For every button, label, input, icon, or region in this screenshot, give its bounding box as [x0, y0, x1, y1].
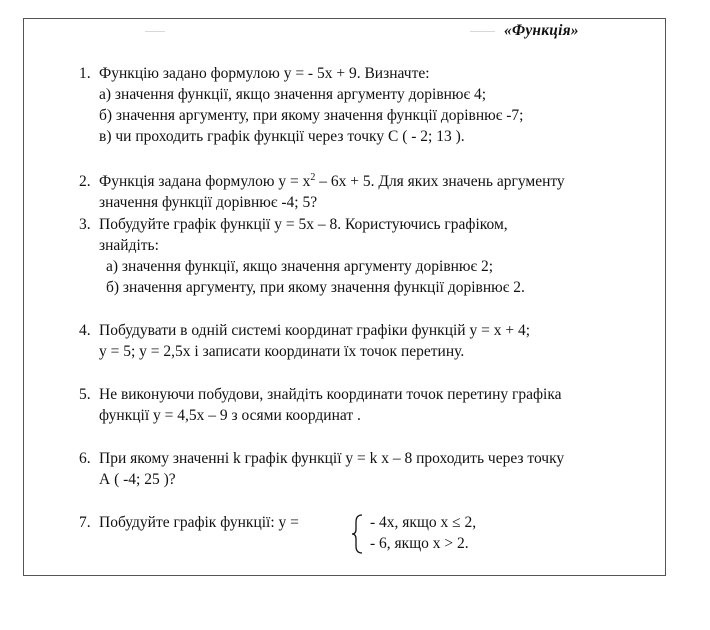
task-number: 7. — [79, 514, 91, 531]
task-subitem-b: б) значення аргументу, при якому значення функції дорівнює -7; — [99, 107, 524, 124]
task-number: 4. — [79, 322, 91, 339]
task-text: Побудуйте графік функції у = 5х – 8. Користуючись графіком, — [99, 216, 508, 233]
task-text-cont: функції у = 4,5х – 9 з осями координат . — [99, 407, 361, 424]
task-text: Функцію задано формулою у = - 5х + 9. Визначте: — [99, 65, 430, 82]
task-text: Не виконуючи побудови, знайдіть координати точок перетину графіка — [99, 386, 562, 403]
task-text: Побудуйте графік функції: у = — [99, 514, 299, 531]
piecewise-case-1: - 4х, якщо х ≤ 2, — [370, 514, 477, 531]
task-text — [99, 172, 565, 193]
task-text: При якому значенні k графік функції у = k х – 8 проходить через точку — [99, 450, 565, 467]
task-number: 3. — [79, 216, 91, 233]
formula-text: – 6х + 5. Для яких значень аргументу — [315, 173, 565, 190]
task-text-cont: у = 5; у = 2,5х і записати координати їх точок перетину. — [99, 343, 465, 360]
exponent: 2 — [310, 172, 316, 183]
piecewise-case-2: - 6, якщо х > 2. — [370, 535, 469, 552]
task-number: 6. — [79, 450, 91, 467]
task-number: 1. — [79, 65, 91, 82]
faint-line — [145, 31, 165, 32]
task-subitem-a: а) значення функції, якщо значення аргументу дорівнює 4; — [99, 86, 487, 103]
task-subitem-a: а) значення функції, якщо значення аргументу дорівнює 2; — [106, 258, 494, 275]
task-subitem-b: б) значення аргументу, при якому значення функції дорівнює 2. — [106, 279, 525, 296]
piecewise-brace-icon — [350, 514, 366, 554]
task-subitem-c: в) чи проходить графік функції через точку С ( - 2; 13 ). — [99, 128, 465, 145]
formula-text: Функція задана формулою у = х — [99, 173, 311, 190]
task-text: Побудувати в одній системі координат графіки функцій у = х + 4; — [99, 322, 531, 339]
worksheet-title: «Функція» — [504, 22, 579, 39]
faint-line — [470, 31, 495, 32]
task-text-cont: значення функції дорівнює -4; 5? — [99, 194, 318, 211]
task-number: 2. — [79, 173, 91, 190]
task-text-cont: знайдіть: — [99, 237, 159, 254]
task-text-cont: А ( -4; 25 )? — [99, 471, 176, 488]
task-number: 5. — [79, 386, 91, 403]
